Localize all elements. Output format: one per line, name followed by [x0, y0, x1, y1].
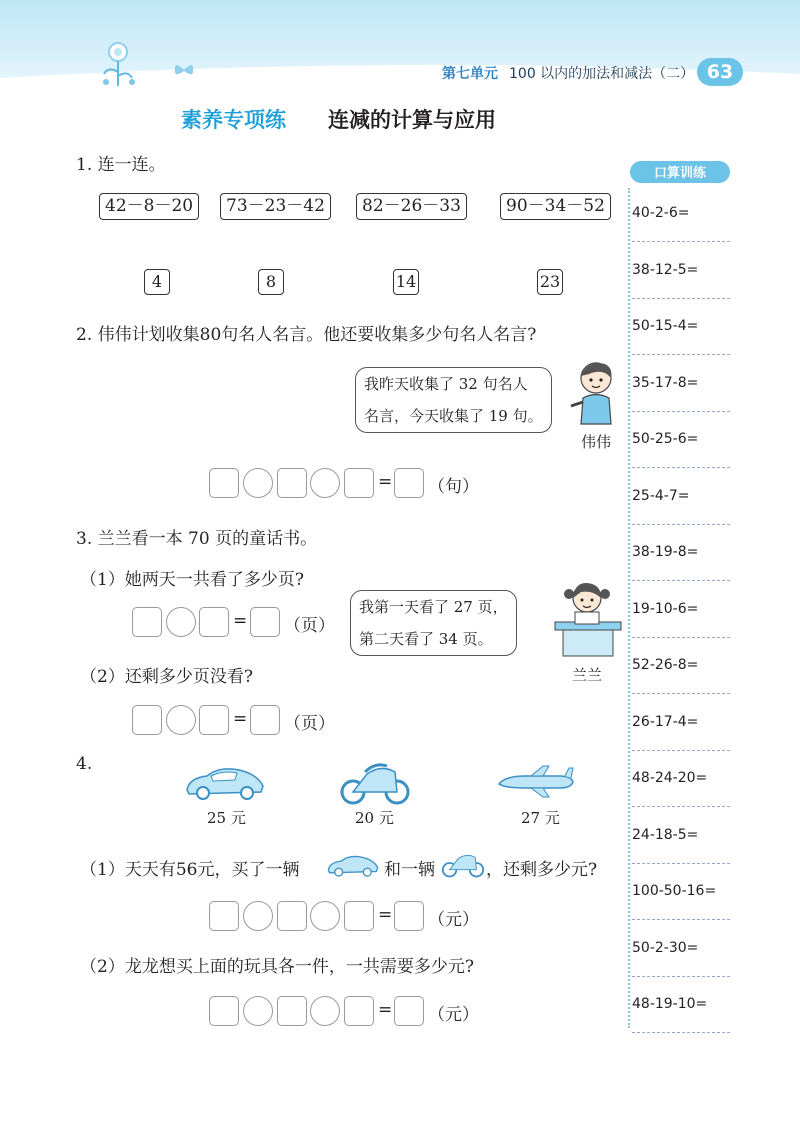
unit-label: （句） [428, 477, 479, 497]
operator-circle[interactable] [310, 901, 340, 931]
unit-label: 第七单元 [442, 66, 498, 82]
drill-item: 38-12-5= [632, 243, 730, 299]
operator-circle[interactable] [166, 607, 196, 637]
equals-sign: = [378, 472, 393, 492]
bubble-line: 我第一天看了 27 页， [359, 598, 508, 616]
sunflower-icon [96, 38, 146, 88]
drill-item: 50-2-30= [632, 921, 730, 977]
question-4-1-label-part: 和一辆 [384, 860, 435, 880]
bubble-line: 名言，今天收集了 19 句。 [364, 407, 543, 425]
drill-item: 50-25-6= [632, 412, 730, 468]
answer-box[interactable] [277, 468, 307, 498]
operator-circle[interactable] [166, 705, 196, 735]
unit-label: （元） [428, 910, 479, 930]
section-title: 素养专项练 [181, 108, 286, 132]
question-4-1-label-part: （1）天天有56元，买了一辆 [80, 860, 300, 880]
drill-item: 35-17-8= [632, 356, 730, 412]
drill-item: 25-4-7= [632, 469, 730, 525]
question-4-1-label-part: ，还剩多少元? [486, 860, 598, 880]
speech-bubble [355, 367, 552, 433]
operator-circle[interactable] [310, 996, 340, 1026]
price-label: 20 元 [355, 809, 394, 827]
bubble-line: 我昨天收集了 32 句名人 [364, 375, 528, 393]
toy-airplane-icon [495, 764, 577, 798]
expression-card[interactable]: 90－34－52 [500, 193, 611, 220]
expression-card[interactable]: 82－26－33 [356, 193, 467, 220]
character-name: 兰兰 [572, 666, 603, 684]
answer-box[interactable] [277, 996, 307, 1026]
answer-box[interactable] [250, 607, 280, 637]
question-1-label: 1. 连一连。 [76, 155, 166, 175]
equals-sign: = [233, 709, 248, 729]
question-4-2-label: （2）龙龙想买上面的玩具各一件，一共需要多少元? [80, 957, 474, 977]
unit-title: 100 以内的加法和减法（二） [509, 66, 695, 82]
bubble-line: 第二天看了 34 页。 [359, 630, 493, 648]
drill-item: 48-19-10= [632, 977, 730, 1033]
drill-item: 48-24-20= [632, 751, 730, 807]
sidebar-divider [628, 188, 630, 1028]
toy-car-icon [183, 762, 267, 802]
toy-motorcycle-icon [441, 846, 485, 880]
operator-circle[interactable] [243, 468, 273, 498]
drill-item: 100-50-16= [632, 864, 730, 920]
answer-box[interactable] [250, 705, 280, 735]
mental-math-title: 口算训练 [653, 166, 707, 181]
section-subtitle: 连减的计算与应用 [328, 108, 496, 132]
equals-sign: = [378, 1000, 393, 1020]
equals-sign: = [378, 905, 393, 925]
answer-box[interactable] [394, 468, 424, 498]
unit-label: （页） [284, 714, 335, 734]
answer-box[interactable] [209, 901, 239, 931]
drill-item: 19-10-6= [632, 582, 730, 638]
drill-item: 24-18-5= [632, 808, 730, 864]
question-4-label: 4. [76, 754, 93, 774]
toy-motorcycle-icon [339, 756, 411, 806]
answer-card[interactable]: 23 [537, 269, 563, 295]
answer-box[interactable] [132, 705, 162, 735]
price-label: 27 元 [521, 809, 560, 827]
page-number: 63 [697, 58, 743, 86]
answer-card[interactable]: 8 [258, 269, 284, 295]
drill-item: 50-15-4= [632, 299, 730, 355]
answer-box[interactable] [344, 901, 374, 931]
answer-box[interactable] [394, 996, 424, 1026]
answer-box[interactable] [199, 607, 229, 637]
drill-item: 38-19-8= [632, 525, 730, 581]
butterfly-icon [172, 60, 196, 80]
answer-box[interactable] [277, 901, 307, 931]
operator-circle[interactable] [243, 901, 273, 931]
girl-illustration [553, 578, 625, 658]
operator-circle[interactable] [310, 468, 340, 498]
question-2-label: 2. 伟伟计划收集80句名人名言。他还要收集多少句名人名言? [76, 325, 537, 345]
expression-card[interactable]: 73－23－42 [220, 193, 331, 220]
answer-box[interactable] [394, 901, 424, 931]
answer-box[interactable] [209, 468, 239, 498]
operator-circle[interactable] [243, 996, 273, 1026]
answer-card[interactable]: 14 [393, 269, 419, 295]
boy-illustration [567, 358, 625, 430]
unit-label: （元） [428, 1005, 479, 1025]
answer-box[interactable] [199, 705, 229, 735]
answer-box[interactable] [132, 607, 162, 637]
price-label: 25 元 [207, 809, 246, 827]
drill-item: 40-2-6= [632, 186, 730, 242]
drill-item: 26-17-4= [632, 695, 730, 751]
mental-math-title-badge [628, 158, 732, 186]
question-3-label: 3. 兰兰看一本 70 页的童话书。 [76, 529, 318, 549]
unit-label: （页） [284, 616, 335, 636]
answer-card[interactable]: 4 [144, 269, 170, 295]
question-3-2-label: （2）还剩多少页没看? [80, 667, 253, 687]
answer-box[interactable] [344, 996, 374, 1026]
mental-math-sidebar [628, 158, 732, 1028]
answer-box[interactable] [344, 468, 374, 498]
equals-sign: = [233, 611, 248, 631]
answer-box[interactable] [209, 996, 239, 1026]
speech-bubble [350, 590, 517, 656]
drill-item: 52-26-8= [632, 638, 730, 694]
toy-car-icon [324, 852, 382, 878]
character-name: 伟伟 [581, 433, 612, 451]
expression-card[interactable]: 42－8－20 [99, 193, 199, 220]
question-3-1-label: （1）她两天一共看了多少页? [80, 570, 304, 590]
